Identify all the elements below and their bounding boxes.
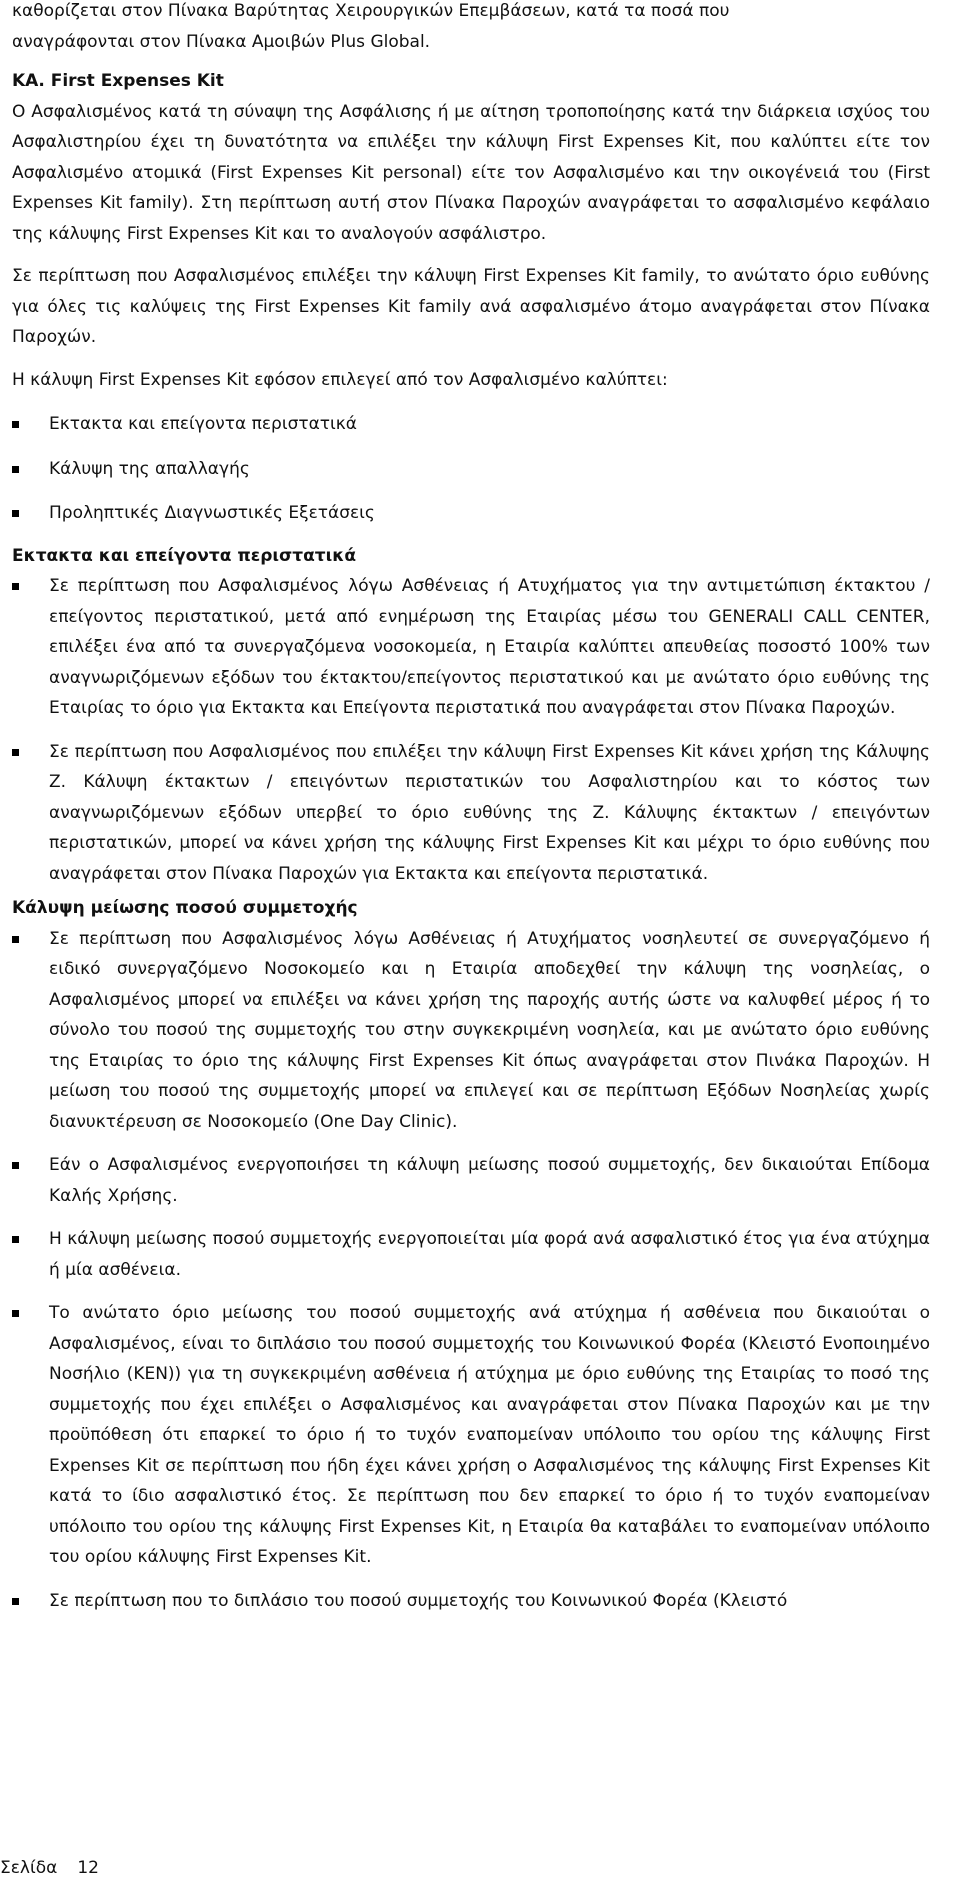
list-item-text: Εάν ο Ασφαλισμένος ενεργοποιήσει τη κάλυψη μείωσης ποσού συμμετοχής, δεν δικαιούται Επίδομα Καλής Χρήσης.	[49, 1155, 930, 1206]
document-page	[12, 0, 930, 1616]
page-number: 12	[77, 1858, 99, 1878]
list-item-text: Το ανώτατο όριο μείωσης του ποσού συμμετοχής ανά ατύχημα ή ασθένεια που δικαιούται ο Ασφαλισμένος, είναι το διπλάσιο του ποσού συμμετοχής του Κοινωνικού Φορέα (Κλειστό Ενοποιημένο Νοσήλιο (ΚΕΝ)) για τη συγκεκριμένη ασθένεια ή ατύχημα με όριο ευθύνης της Εταιρίας το ποσό της συμμετοχής που έχει επιλέξει ο Ασφαλισμένος και αναγράφεται στον Πίνακα Παροχών και με την προϋπόθεση ότι επαρκεί το όριο ή το τυχόν εναπομείναν υπόλοιπο του ορίου της κάλυψης First Expenses Kit σε περίπτωση που ήδη έχει κάνει χρήση ο Ασφαλισμένος της κάλυψης First Expenses Kit κατά το ίδιο ασφαλιστικό έτος. Σε περίπτωση που δεν επαρκεί το όριο ή το τυχόν εναπομείναν υπόλοιπο του ορίου της κάλυψης First Expenses Kit, η Εταιρία θα καταβάλει το εναπομείναν υπόλοιπο του ορίου κάλυψης First Expenses Kit.	[49, 1303, 930, 1567]
square-bullet-icon	[12, 583, 19, 590]
list-item	[12, 409, 930, 440]
emergency-list	[12, 571, 930, 889]
list-item-text: Εκτακτα και επείγοντα περιστατικά	[49, 414, 358, 434]
list-item	[12, 571, 930, 724]
square-bullet-icon	[12, 466, 19, 473]
square-bullet-icon	[12, 749, 19, 756]
list-item-text: Κάλυψη της απαλλαγής	[49, 458, 250, 479]
square-bullet-icon	[12, 1310, 19, 1317]
deductible-title: Κάλυψη μείωσης ποσού συμμετοχής	[12, 898, 358, 918]
square-bullet-icon	[12, 1236, 19, 1243]
page-footer	[0, 1858, 99, 1878]
section-paragraph-3: Η κάλυψη First Expenses Kit εφόσον επιλεγεί από τον Ασφαλισμένο καλύπτει:	[12, 369, 668, 390]
list-item	[12, 1298, 930, 1573]
square-bullet-icon	[12, 1598, 19, 1605]
list-item-text: Σε περίπτωση που το διπλάσιο του ποσού συμμετοχής του Κοινωνικού Φορέα (Κλειστό	[49, 1590, 788, 1611]
emergency-title: Εκτακτα και επείγοντα περιστατικά	[12, 545, 357, 566]
page-label: Σελίδα	[0, 1858, 58, 1878]
square-bullet-icon	[12, 421, 19, 428]
list-item	[12, 454, 930, 485]
section-paragraph-2: Σε περίπτωση που Ασφαλισμένος επιλέξει την κάλυψη First Expenses Kit family, το ανώτατο όριο ευθύνης για όλες τις καλύψεις της First Expenses Kit family ανά ασφαλισμένο άτομο αναγράφεται στον Πίνακα Παροχών.	[12, 266, 930, 347]
square-bullet-icon	[12, 510, 19, 517]
list-item	[12, 1586, 930, 1617]
coverage-list	[12, 409, 930, 529]
section-paragraph-1: Ο Ασφαλισμένος κατά τη σύναψη της Ασφάλισης ή με αίτηση τροποποίησης κατά την διάρκεια ισχύος του Ασφαλιστηρίου έχει τη δυνατότητα να επιλέξει την κάλυψη First Expenses Kit, που καλύπτει είτε τον Ασφαλισμένο ατομικά (First Expenses Kit personal) είτε τον Ασφαλισμένο και την οικογένειά του (First Expenses Kit family). Στη περίπτωση αυτή στον Πίνακα Παροχών αναγράφεται το ασφαλισμένο κεφάλαιο της κάλυψης First Expenses Kit και το αναλογούν ασφάλιστρο.	[12, 101, 930, 244]
list-item	[12, 737, 930, 890]
intro-line-2: αναγράφονται στον Πίνακα Αμοιβών Plus Global.	[12, 31, 431, 52]
deductible-list	[12, 924, 930, 1617]
list-item	[12, 498, 930, 529]
list-item	[12, 924, 930, 1138]
list-item-text: Σε περίπτωση που Ασφαλισμένος λόγω Ασθένειας ή Ατυχήματος νοσηλευτεί σε συνεργαζόμενο ή ειδικό συνεργαζόμενο Νοσοκομείο και η Εταιρία αποδεχθεί την κάλυψη της νοσηλείας, ο Ασφαλισμένος μπορεί να επιλέξει να κάνει χρήση της παροχής αυτής ώστε να καλυφθεί μέρος ή το σύνολο του ποσού της συμμετοχής του στην συγκεκριμένη νοσηλεία, και με ανώτατο όριο ευθύνης της Εταιρίας το όριο της κάλυψης First Expenses Kit όπως αναγράφεται στον Πινάκα Παροχών. Η μείωση του ποσού της συμμετοχής μπορεί να επιλεγεί και σε περίπτωση Εξόδων Νοσηλείας χωρίς διανυκτέρευση σε Νοσοκομείο (One Day Clinic).	[49, 928, 930, 1132]
section-title: ΚΑ. First Expenses Kit	[12, 71, 224, 91]
intro-line-1: καθορίζεται στον Πίνακα Βαρύτητας Χειρουργικών Επεμβάσεων, κατά τα ποσά που	[12, 1, 730, 21]
list-item-text: Προληπτικές Διαγνωστικές Εξετάσεις	[49, 503, 375, 523]
list-item-text: Σε περίπτωση που Ασφαλισμένος που επιλέξει την κάλυψη First Expenses Kit κάνει χρήση της Κάλυψης Ζ. Κάλυψη έκτακτων / επειγόντων περιστατικών του Ασφαλιστηρίου και το κόστος των αναγνωριζόμενων εξόδων υπερβεί το όριο ευθύνης της Ζ. Κάλυψης έκτακτων / επειγόντων περιστατικών, μπορεί να κάνει χρήση της κάλυψης First Expenses Kit και μέχρι το όριο ευθύνης που αναγράφεται στον Πίνακα Παροχών για Εκτακτα και επείγοντα περιστατικά.	[49, 741, 930, 884]
square-bullet-icon	[12, 936, 19, 943]
list-item-text: Σε περίπτωση που Ασφαλισμένος λόγω Ασθένειας ή Ατυχήματος για την αντιμετώπιση έκτακτου / επείγοντος περιστατικού, μετά από ενημέρωση της Εταιρίας μέσω του GENERALI CALL CENTER, επιλέξει ένα από τα συνεργαζόμενα νοσοκομεία, η Εταιρία καλύπτει απευθείας ποσοστό 100% των αναγνωριζόμενων εξόδων του έκτακτου/επείγοντος περιστατικού και με ανώτατο όριο ευθύνης της Εταιρίας το όριο για Εκτακτα και Επείγοντα περιστατικά που αναγράφεται στον Πίνακα Παροχών.	[49, 576, 930, 718]
list-item-text: Η κάλυψη μείωσης ποσού συμμετοχής ενεργοποιείται μία φορά ανά ασφαλιστικό έτος για ένα ατύχημα ή μία ασθένεια.	[49, 1229, 930, 1280]
square-bullet-icon	[12, 1162, 19, 1169]
list-item	[12, 1150, 930, 1211]
list-item	[12, 1224, 930, 1285]
